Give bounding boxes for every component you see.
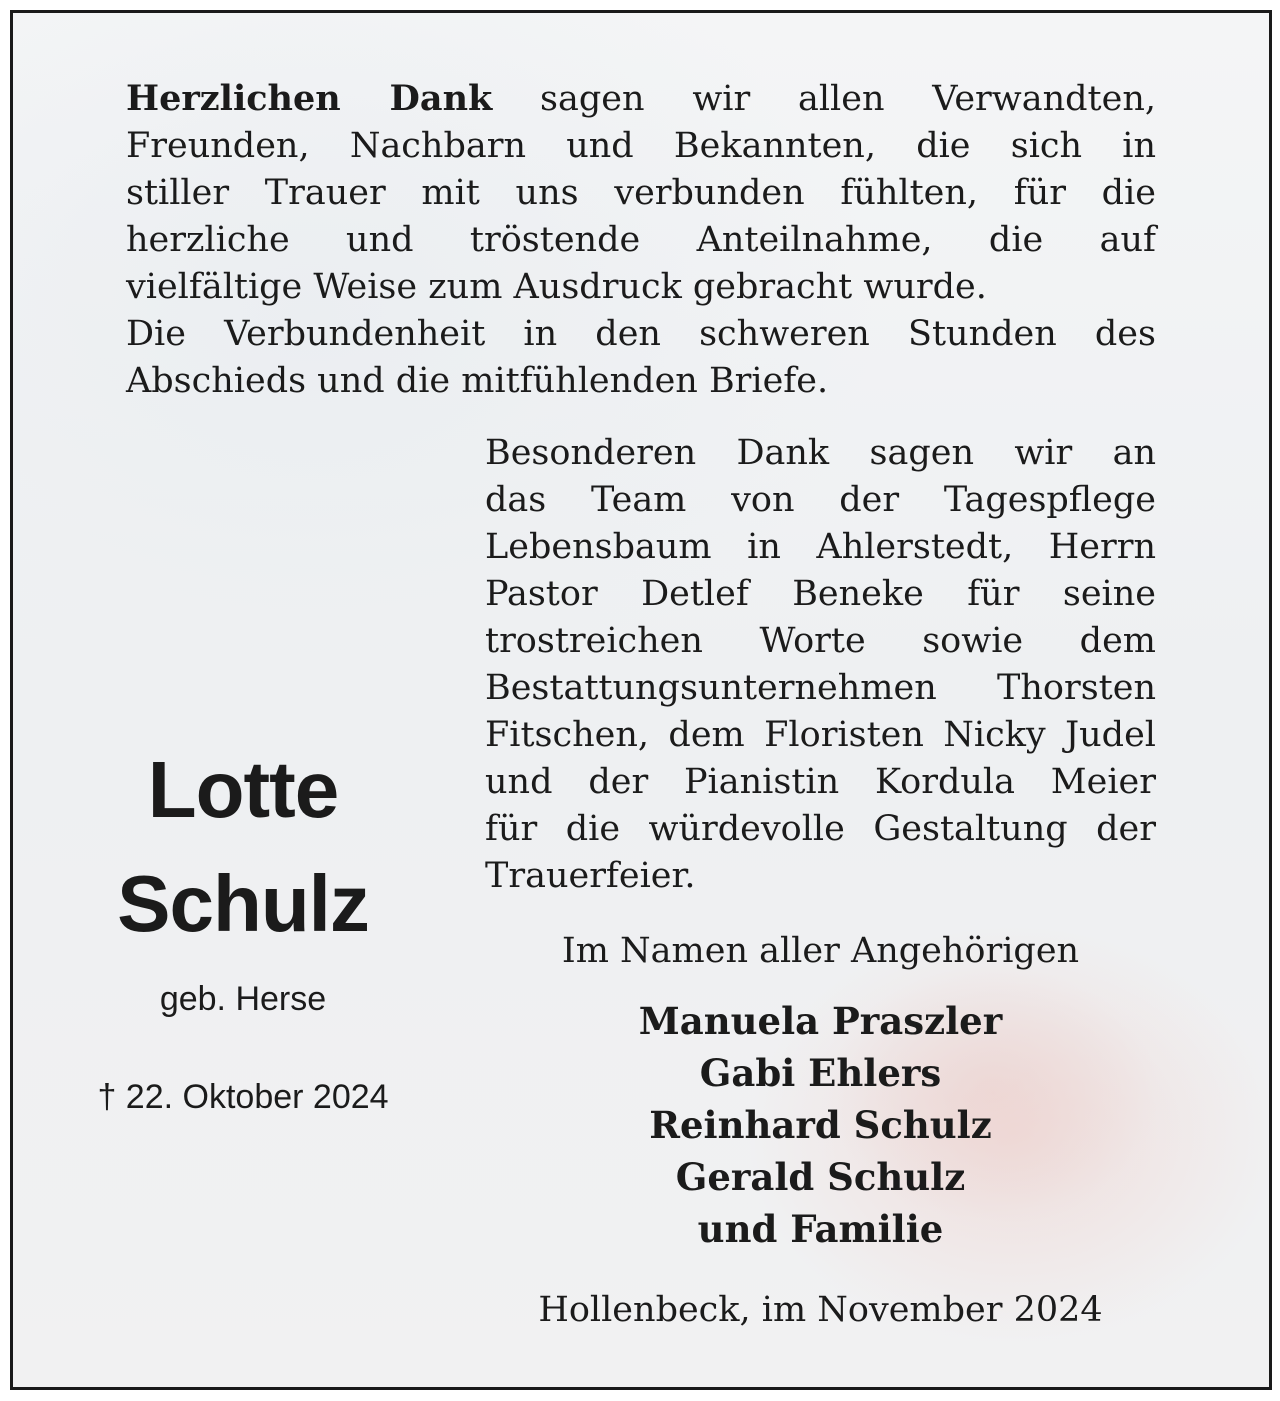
family-member: Manuela Praszler bbox=[638, 999, 1003, 1043]
family-list bbox=[485, 995, 1156, 1255]
place-date: Hollenbeck, im November 2024 bbox=[538, 1290, 1103, 1330]
intro-line: stiller Trauer mit uns verbunden fühlten, für die bbox=[126, 173, 1156, 213]
intro-line: vielfältige Weise zum Ausdruck gebracht wurde. bbox=[126, 267, 987, 307]
thanks-line: Fitschen, dem Floristen Nicky Judel bbox=[485, 715, 1156, 755]
thanks-line: Pastor Detlef Beneke für seine bbox=[485, 574, 1156, 614]
intro-line bbox=[126, 75, 1156, 123]
thanks-line: für die würdevolle Gestaltung der bbox=[485, 809, 1156, 849]
intro-line: Freunden, Nachbarn und Bekannten, die sich in bbox=[126, 126, 1156, 166]
intro-line-text: sagen wir allen Verwandten, bbox=[492, 79, 1156, 119]
family-member: Reinhard Schulz bbox=[649, 1103, 992, 1147]
thanks-line: Trauerfeier. bbox=[485, 856, 696, 896]
family-member: Gabi Ehlers bbox=[699, 1051, 942, 1095]
family-member: Gerald Schulz bbox=[675, 1155, 966, 1199]
thanks-line: das Team von der Tagespflege bbox=[485, 480, 1156, 520]
deceased-block bbox=[53, 733, 433, 1117]
deceased-death-date: † 22. Oktober 2024 bbox=[97, 1078, 389, 1116]
deceased-last-name: Schulz bbox=[117, 859, 369, 948]
intro-line: herzliche und tröstende Anteilnahme, die auf bbox=[126, 220, 1156, 260]
thanks-line: Lebensbaum in Ahlerstedt, Herrn bbox=[485, 527, 1156, 567]
obituary-card bbox=[10, 10, 1272, 1390]
intro-lead: Herzlichen Dank bbox=[126, 78, 493, 119]
deceased-first-name: Lotte bbox=[147, 745, 339, 834]
family-member: und Familie bbox=[697, 1207, 944, 1251]
deceased-birth-name: geb. Herse bbox=[159, 980, 327, 1018]
thanks-line: und der Pianistin Kordula Meier bbox=[485, 762, 1156, 802]
family-intro: Im Namen aller Angehörigen bbox=[561, 931, 1080, 971]
intro-line: Die Verbundenheit in den schweren Stunden des bbox=[126, 314, 1156, 354]
intro-paragraph bbox=[126, 75, 1156, 405]
thanks-paragraph bbox=[485, 430, 1156, 900]
thanks-line: Besonderen Dank sagen wir an bbox=[485, 433, 1156, 473]
intro-line: Abschieds und die mitfühlenden Briefe. bbox=[126, 361, 829, 401]
thanks-line: Bestattungsunternehmen Thorsten bbox=[485, 668, 1156, 708]
thanks-line: trostreichen Worte sowie dem bbox=[485, 621, 1156, 661]
